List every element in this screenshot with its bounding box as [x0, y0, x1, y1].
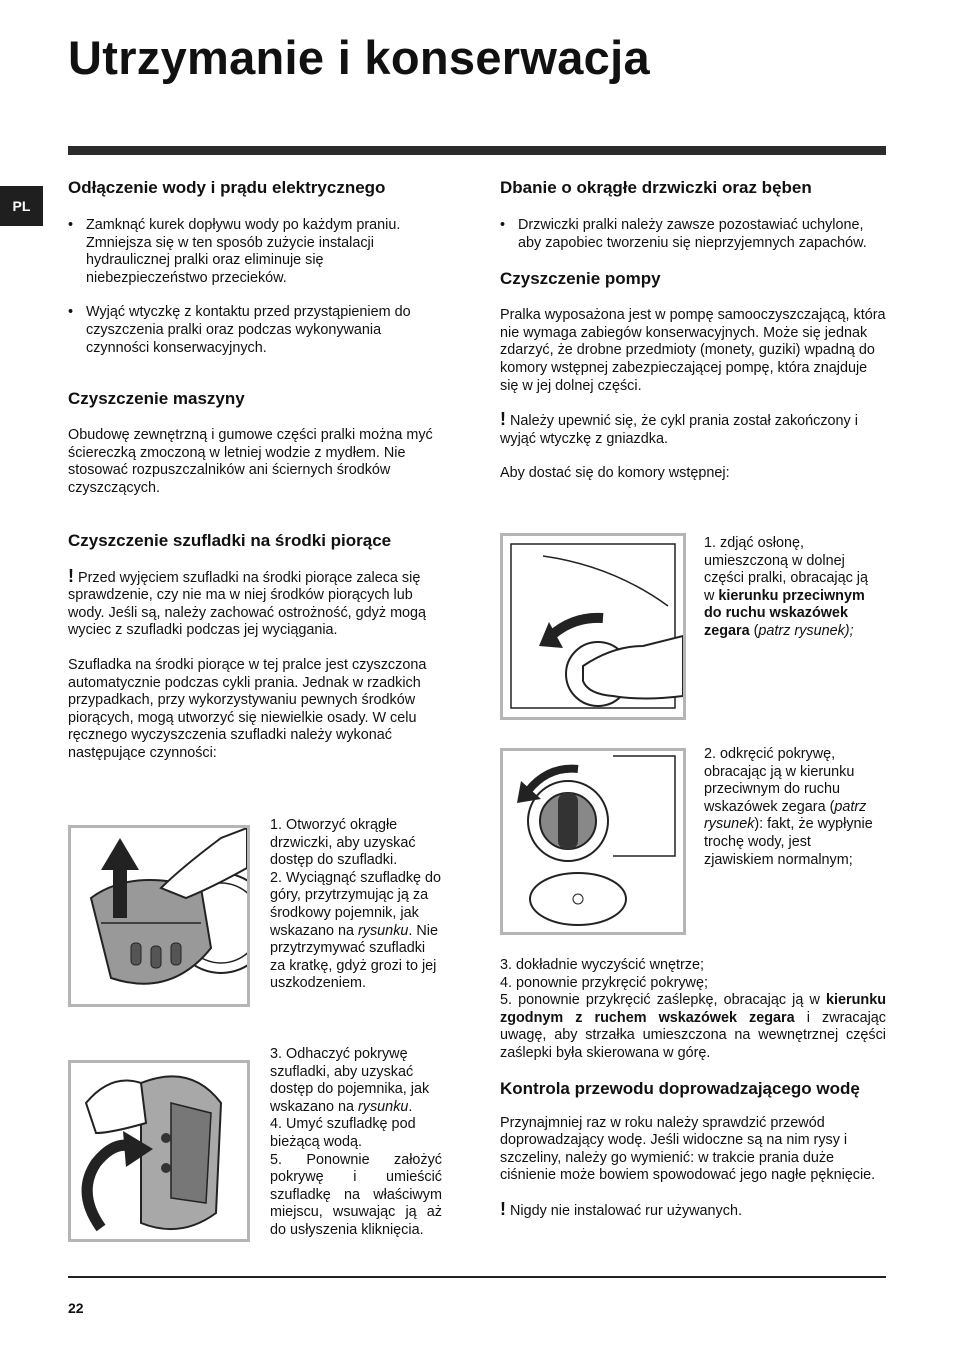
- pump-cover-illustration: [500, 748, 686, 935]
- step-text: 1. zdjąć osłonę, umieszczoną w dolnej części pralki, obracając ją w kierunku przeciwnym do ruchu wskazówek zegara (patrz rysunek);: [704, 535, 868, 639]
- page-number: 22: [68, 1300, 84, 1316]
- drawer-pull-illustration: [68, 825, 250, 1007]
- step-text: 5. ponownie przykręcić zaślepkę, obracając ją w kierunku zgodnym z ruchem wskazówek zegara i zwracając uwagę, aby strzałka umieszczona na wewnętrznej części zaślepki była skierowana w górę.: [500, 992, 886, 1061]
- disconnect-list: [68, 217, 442, 357]
- drawer-cover-illustration: [68, 1060, 250, 1242]
- page-title: Utrzymanie i konserwacja: [68, 31, 650, 84]
- warning-icon: !: [500, 1198, 506, 1219]
- paragraph: Obudowę zewnętrzną i gumowe części pralki można myć ściereczką zmoczoną w letniej wodzie z mydłem. Nie stosować rozpuszczalników ani ściernych środków czyszczących.: [68, 427, 433, 496]
- right-column-lower: [500, 957, 886, 1221]
- pump-cover-drawing: [503, 751, 683, 932]
- panel-removal-illustration: [500, 533, 686, 720]
- top-divider: [68, 146, 886, 155]
- section-heading-pump: Czyszczenie pompy: [500, 269, 661, 289]
- step-text: 4. ponownie przykręcić pokrywę;: [500, 974, 708, 991]
- warning-paragraph: ! Przed wyjęciem szufladki na środki piorące zaleca się sprawdzenie, czy nie ma w niej środków piorących lub wody. Jeśli są, należy zachować ostrożność, gdyż mogą wyciec z szufladki podczas jej wyciągania.: [68, 565, 427, 639]
- step-text: 2. Wyciągnąć szufladkę do góry, przytrzymując ją za środkowy pojemnik, jak wskazano na rysunku. Nie przytrzymywać szufladki za kratkę, gdyż grozi to jej uszkodzeniem.: [270, 869, 442, 992]
- drawer-steps-3-5: [270, 1046, 442, 1240]
- right-column: [500, 178, 886, 483]
- drawer-cover-drawing: [71, 1063, 247, 1239]
- drawer-pull-drawing: [71, 828, 247, 1004]
- language-tab: PL: [0, 186, 43, 226]
- step-text: 2. odkręcić pokrywę, obracając ją w kierunku przeciwnym do ruchu wskazówek zegara (patrz rysunek): fakt, że wypłynie trochę wody, jest zjawiskiem normalnym;: [704, 746, 873, 868]
- pump-step-2: [704, 746, 882, 869]
- step-text: 4. Umyć szufladkę pod bieżącą wodą.: [270, 1116, 416, 1150]
- paragraph: Przynajmniej raz w roku należy sprawdzić przewód doprowadzający wodę. Jeśli widoczne są na nim rysy i szczeliny, należy go wymienić: w trakcie prania duże ciśnienie może bowiem spowodować jego nagłe pęknięcie.: [500, 1114, 876, 1184]
- warning-paragraph: ! Nigdy nie instalować rur używanych.: [500, 1198, 742, 1219]
- drawer-steps-1-2: [270, 817, 442, 993]
- section-heading-door: Dbanie o okrągłe drzwiczki oraz bęben: [500, 178, 812, 197]
- warning-paragraph: ! Należy upewnić się, że cykl prania został zakończony i wyjąć wtyczkę z gniazdka.: [500, 409, 858, 447]
- left-column: [68, 178, 442, 762]
- paragraph: Pralka wyposażona jest w pompę samooczyszczającą, która nie wymaga zabiegów konserwacyjnych. Może się jednak zdarzyć, że drobne przedmioty (monety, guziki) wpadną do komory wstępnej zabezpieczającej pompę, która znajduje się w jej dolnej części.: [500, 307, 886, 394]
- pump-step-1: [704, 535, 876, 641]
- panel-removal-drawing: [503, 536, 683, 717]
- section-heading-drawer: Czyszczenie szufladki na środki piorące: [68, 530, 392, 550]
- step-text: 3. dokładnie wyczyścić wnętrze;: [500, 957, 704, 973]
- warning-icon: !: [68, 565, 74, 586]
- list-item: • Wyjąć wtyczkę z kontaktu przed przystąpieniem do czyszczenia pralki oraz podczas wykonywania czynności konserwacyjnych.: [68, 304, 442, 357]
- section-heading-machine: Czyszczenie maszyny: [68, 389, 245, 409]
- section-heading-disconnect: Odłączenie wody i prądu elektrycznego: [68, 178, 386, 197]
- door-list: [500, 217, 886, 252]
- bottom-divider: [68, 1276, 886, 1278]
- step-text: 5. Ponownie założyć pokrywę i umieścić szufladkę na właściwym miejscu, wsuwając ją aż do usłyszenia kliknięcia.: [270, 1151, 442, 1238]
- step-text: 1. Otworzyć okrągłe drzwiczki, aby uzyskać dostęp do szufladki.: [270, 817, 416, 869]
- section-heading-hose: Kontrola przewodu doprowadzającego wodę: [500, 1078, 860, 1098]
- paragraph: Szufladka na środki piorące w tej pralce jest czyszczona automatycznie podczas cykli prania. Jednak w rzadkich przypadkach, przy wykorzystywaniu pewnych środków piorących, mogą utworzyć się niewielkie osady. W celu ręcznego wyczyszczenia szufladki należy wykonać następujące czynności:: [68, 656, 427, 761]
- step-text: 3. Odhaczyć pokrywę szufladki, aby uzyskać dostęp do pojemnika, jak wskazano na rysunku.: [270, 1046, 430, 1115]
- list-item: • Zamknąć kurek dopływu wody po każdym praniu. Zmniejsza się w ten sposób zużycie instalacji hydraulicznej pralki oraz eliminuje się niebezpieczeństwo przecieków.: [68, 217, 442, 287]
- warning-icon: !: [500, 409, 506, 430]
- paragraph: Aby dostać się do komory wstępnej:: [500, 465, 730, 482]
- list-item: • Drzwiczki pralki należy zawsze pozostawiać uchylone, aby zapobiec tworzeniu się nieprzyjemnych zapachów.: [500, 217, 886, 252]
